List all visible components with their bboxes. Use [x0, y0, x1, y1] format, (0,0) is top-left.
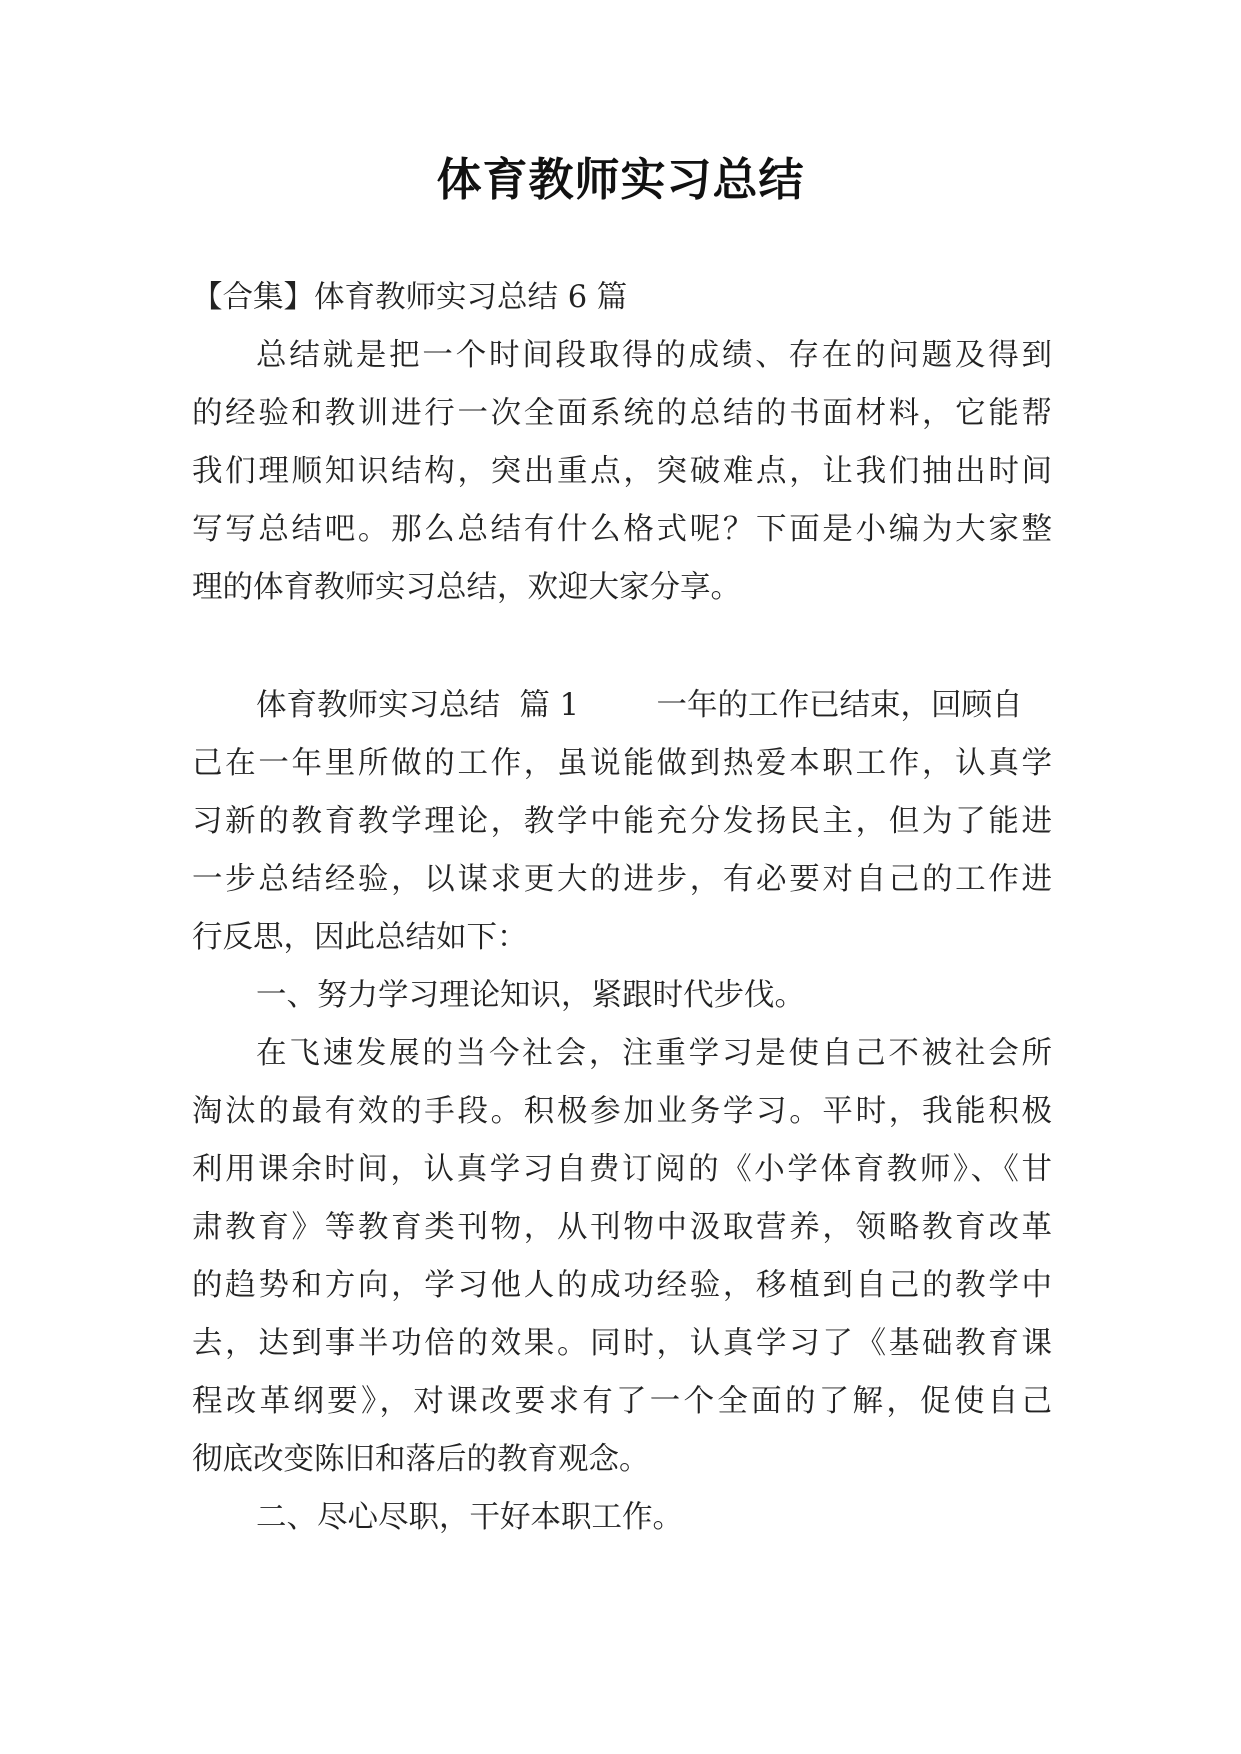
section1-line: 在飞速发展的当今社会，注重学习是使自己不被社会所: [256, 1036, 1052, 1071]
collection-line: 【合集】体育教师实习总结 6 篇: [192, 280, 628, 315]
piece1-line: 习新的教育教学理论，教学中能充分发扬民主，但为了能进: [192, 804, 1052, 839]
intro-line: 理的体育教师实习总结，欢迎大家分享。: [192, 570, 741, 605]
section1-line: 程改革纲要》，对课改要求有了一个全面的了解，促使自己: [192, 1384, 1052, 1419]
intro-line: 的经验和教训进行一次全面系统的总结的书面材料，它能帮: [192, 396, 1052, 431]
intro-line: 我们理顺知识结构，突出重点，突破难点，让我们抽出时间: [192, 454, 1052, 489]
section1-line: 利用课余时间，认真学习自费订阅的《小学体育教师》、《甘: [192, 1152, 1052, 1187]
document-title: 体育教师实习总结: [436, 153, 805, 206]
intro-line: 总结就是把一个时间段取得的成绩、存在的问题及得到: [256, 338, 1052, 373]
section-heading: 一、努力学习理论知识，紧跟时代步伐。: [256, 978, 805, 1013]
section1-line: 去，达到事半功倍的效果。同时，认真学习了《基础教育课: [192, 1326, 1052, 1361]
piece1-line: 体育教师实习总结 篇 1 一年的工作已结束，回顾自: [256, 688, 1023, 723]
section1-line: 淘汰的最有效的手段。积极参加业务学习。平时，我能积极: [192, 1094, 1052, 1129]
section1-line: 彻底改变陈旧和落后的教育观念。: [192, 1442, 650, 1477]
section1-line: 肃教育》等教育类刊物，从刊物中汲取营养，领略教育改革: [192, 1210, 1052, 1245]
section1-line: 的趋势和方向，学习他人的成功经验，移植到自己的教学中: [192, 1268, 1052, 1303]
piece1-line: 己在一年里所做的工作，虽说能做到热爱本职工作，认真学: [192, 746, 1052, 781]
piece1-line: 行反思，因此总结如下：: [192, 920, 528, 955]
intro-line: 写写总结吧。那么总结有什么格式呢？下面是小编为大家整: [192, 512, 1052, 547]
section-heading: 二、尽心尽职，干好本职工作。: [256, 1500, 683, 1535]
piece1-line: 一步总结经验，以谋求更大的进步，有必要对自己的工作进: [192, 862, 1052, 897]
